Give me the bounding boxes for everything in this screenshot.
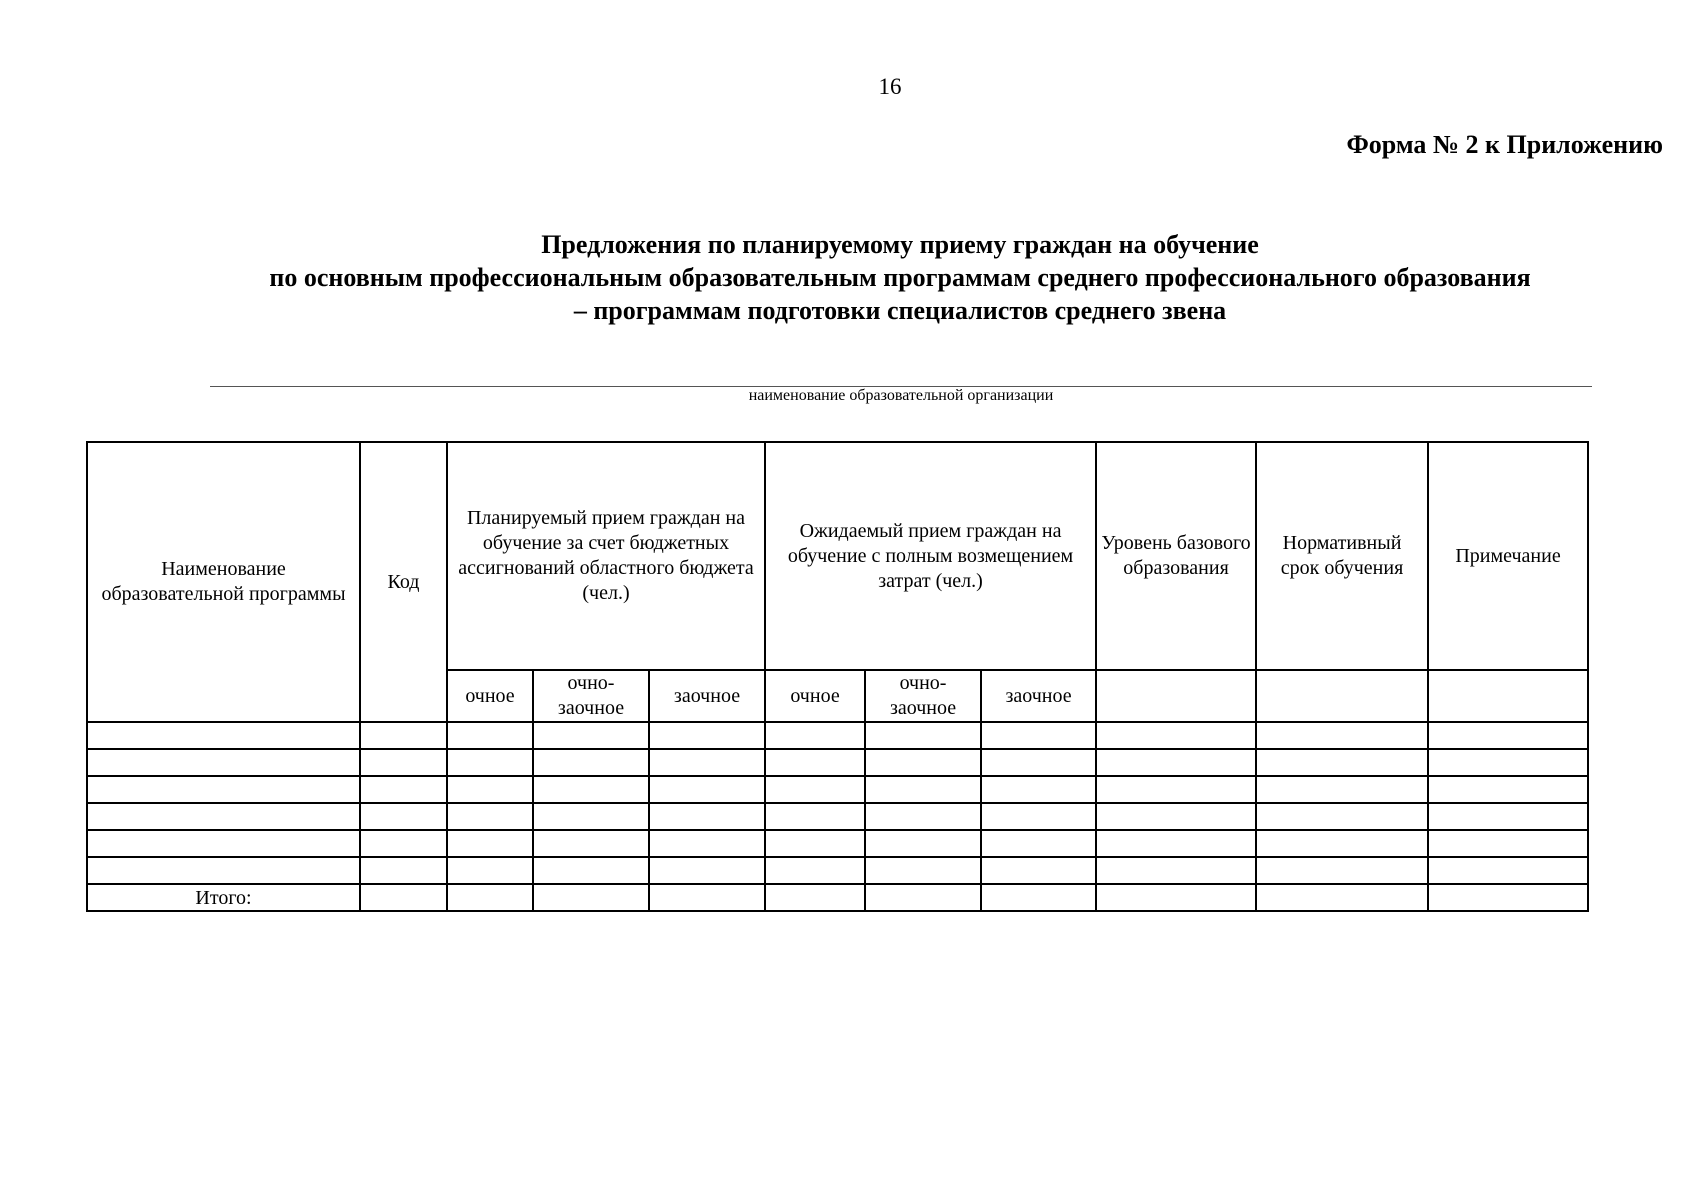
total-row bbox=[87, 884, 1588, 911]
table-cell[interactable] bbox=[1096, 830, 1256, 857]
table-cell[interactable] bbox=[1256, 857, 1428, 884]
subheader-empty bbox=[1256, 670, 1428, 722]
table-cell[interactable] bbox=[87, 830, 360, 857]
table-cell[interactable] bbox=[981, 803, 1096, 830]
table-cell[interactable] bbox=[87, 722, 360, 749]
title-line-1: Предложения по планируемому приему граждан на обучение bbox=[541, 230, 1259, 259]
table-cell[interactable] bbox=[649, 857, 765, 884]
table-cell[interactable] bbox=[1096, 722, 1256, 749]
table-cell[interactable] bbox=[865, 776, 981, 803]
header-code: Код bbox=[360, 442, 447, 722]
subheader-extramural: заочное bbox=[981, 670, 1096, 722]
table-cell[interactable] bbox=[981, 722, 1096, 749]
table-cell[interactable] bbox=[1096, 749, 1256, 776]
table-row bbox=[87, 803, 1588, 830]
subheader-empty bbox=[1096, 670, 1256, 722]
table-cell[interactable] bbox=[649, 884, 765, 911]
table-cell[interactable] bbox=[87, 749, 360, 776]
table-cell[interactable] bbox=[981, 857, 1096, 884]
table-cell[interactable] bbox=[1428, 884, 1588, 911]
subheader-part-time: очно-заочное bbox=[533, 670, 649, 722]
table-cell[interactable] bbox=[1096, 803, 1256, 830]
header-note: Примечание bbox=[1428, 442, 1588, 670]
table-cell[interactable] bbox=[865, 857, 981, 884]
table-cell[interactable] bbox=[360, 803, 447, 830]
table-cell[interactable] bbox=[765, 884, 865, 911]
table-cell[interactable] bbox=[360, 749, 447, 776]
table-cell[interactable] bbox=[1428, 776, 1588, 803]
table-row bbox=[87, 776, 1588, 803]
table-cell[interactable] bbox=[87, 776, 360, 803]
table-cell[interactable] bbox=[1428, 749, 1588, 776]
header-program-name: Наименование образовательной программы bbox=[87, 442, 360, 722]
table-cell[interactable] bbox=[981, 884, 1096, 911]
table-cell[interactable] bbox=[649, 776, 765, 803]
table-cell[interactable] bbox=[533, 857, 649, 884]
header-expected-paid: Ожидаемый прием граждан на обучение с полным возмещением затрат (чел.) bbox=[765, 442, 1096, 670]
table-cell[interactable] bbox=[447, 803, 533, 830]
table-cell[interactable] bbox=[981, 776, 1096, 803]
table-cell[interactable] bbox=[865, 830, 981, 857]
table-cell[interactable] bbox=[865, 749, 981, 776]
table-cell[interactable] bbox=[765, 749, 865, 776]
table-cell[interactable] bbox=[765, 803, 865, 830]
table-cell[interactable] bbox=[447, 857, 533, 884]
table-cell[interactable] bbox=[865, 803, 981, 830]
table-cell[interactable] bbox=[649, 830, 765, 857]
table-cell[interactable] bbox=[533, 830, 649, 857]
table-cell[interactable] bbox=[981, 749, 1096, 776]
table-cell[interactable] bbox=[865, 722, 981, 749]
table-cell[interactable] bbox=[360, 857, 447, 884]
table-cell[interactable] bbox=[533, 884, 649, 911]
page-number: 16 bbox=[878, 74, 902, 99]
table-cell[interactable] bbox=[765, 857, 865, 884]
table-cell[interactable] bbox=[1096, 884, 1256, 911]
table-cell[interactable] bbox=[649, 749, 765, 776]
table-row bbox=[87, 857, 1588, 884]
title-line-2: по основным профессиональным образовательным программам среднего профессионального образования bbox=[269, 263, 1531, 292]
table-cell[interactable] bbox=[981, 830, 1096, 857]
subheader-full-time: очное bbox=[765, 670, 865, 722]
admission-table bbox=[86, 441, 1589, 912]
table-row bbox=[87, 722, 1588, 749]
table-row bbox=[87, 749, 1588, 776]
table-cell[interactable] bbox=[533, 776, 649, 803]
table-cell[interactable] bbox=[649, 803, 765, 830]
table-cell[interactable] bbox=[1428, 722, 1588, 749]
organization-caption: наименование образовательной организации bbox=[748, 387, 1054, 404]
table-cell[interactable] bbox=[765, 776, 865, 803]
table-cell[interactable] bbox=[1256, 749, 1428, 776]
table-cell[interactable] bbox=[447, 830, 533, 857]
table-cell[interactable] bbox=[1096, 776, 1256, 803]
subheader-full-time: очное bbox=[447, 670, 533, 722]
table-cell[interactable] bbox=[447, 776, 533, 803]
table-cell[interactable] bbox=[1256, 776, 1428, 803]
subheader-empty bbox=[1428, 670, 1588, 722]
table-cell[interactable] bbox=[447, 884, 533, 911]
table-cell[interactable] bbox=[1428, 830, 1588, 857]
table-cell[interactable] bbox=[765, 830, 865, 857]
table-row bbox=[87, 830, 1588, 857]
table-cell[interactable] bbox=[1256, 830, 1428, 857]
table-cell[interactable] bbox=[1428, 857, 1588, 884]
table-cell[interactable] bbox=[1256, 803, 1428, 830]
table-cell[interactable] bbox=[87, 803, 360, 830]
table-cell[interactable] bbox=[865, 884, 981, 911]
table-cell[interactable] bbox=[1256, 884, 1428, 911]
header-base-level: Уровень базового образования bbox=[1096, 442, 1256, 670]
table-cell[interactable] bbox=[533, 749, 649, 776]
table-cell[interactable] bbox=[1256, 722, 1428, 749]
table-cell[interactable] bbox=[533, 722, 649, 749]
table-cell[interactable] bbox=[360, 722, 447, 749]
title-line-3: – программам подготовки специалистов среднего звена bbox=[573, 296, 1227, 325]
table-cell[interactable] bbox=[447, 722, 533, 749]
header-planned-budget: Планируемый прием граждан на обучение за счет бюджетных ассигнований областного бюджета (чел.) bbox=[447, 442, 765, 670]
table-cell[interactable] bbox=[447, 749, 533, 776]
table-cell[interactable] bbox=[360, 830, 447, 857]
header-term: Нормативный срок обучения bbox=[1256, 442, 1428, 670]
table-cell[interactable] bbox=[1096, 857, 1256, 884]
form-label: Форма № 2 к Приложению bbox=[1346, 130, 1663, 159]
table-cell[interactable] bbox=[1428, 803, 1588, 830]
table-cell[interactable] bbox=[360, 776, 447, 803]
table-cell[interactable] bbox=[765, 722, 865, 749]
table-cell[interactable] bbox=[87, 857, 360, 884]
document-title bbox=[0, 228, 1697, 327]
subheader-extramural: заочное bbox=[649, 670, 765, 722]
total-label: Итого: bbox=[87, 884, 360, 911]
table-cell[interactable] bbox=[533, 803, 649, 830]
subheader-part-time: очно-заочное bbox=[865, 670, 981, 722]
table-cell[interactable] bbox=[360, 884, 447, 911]
table-cell[interactable] bbox=[649, 722, 765, 749]
header-row bbox=[87, 442, 1588, 670]
